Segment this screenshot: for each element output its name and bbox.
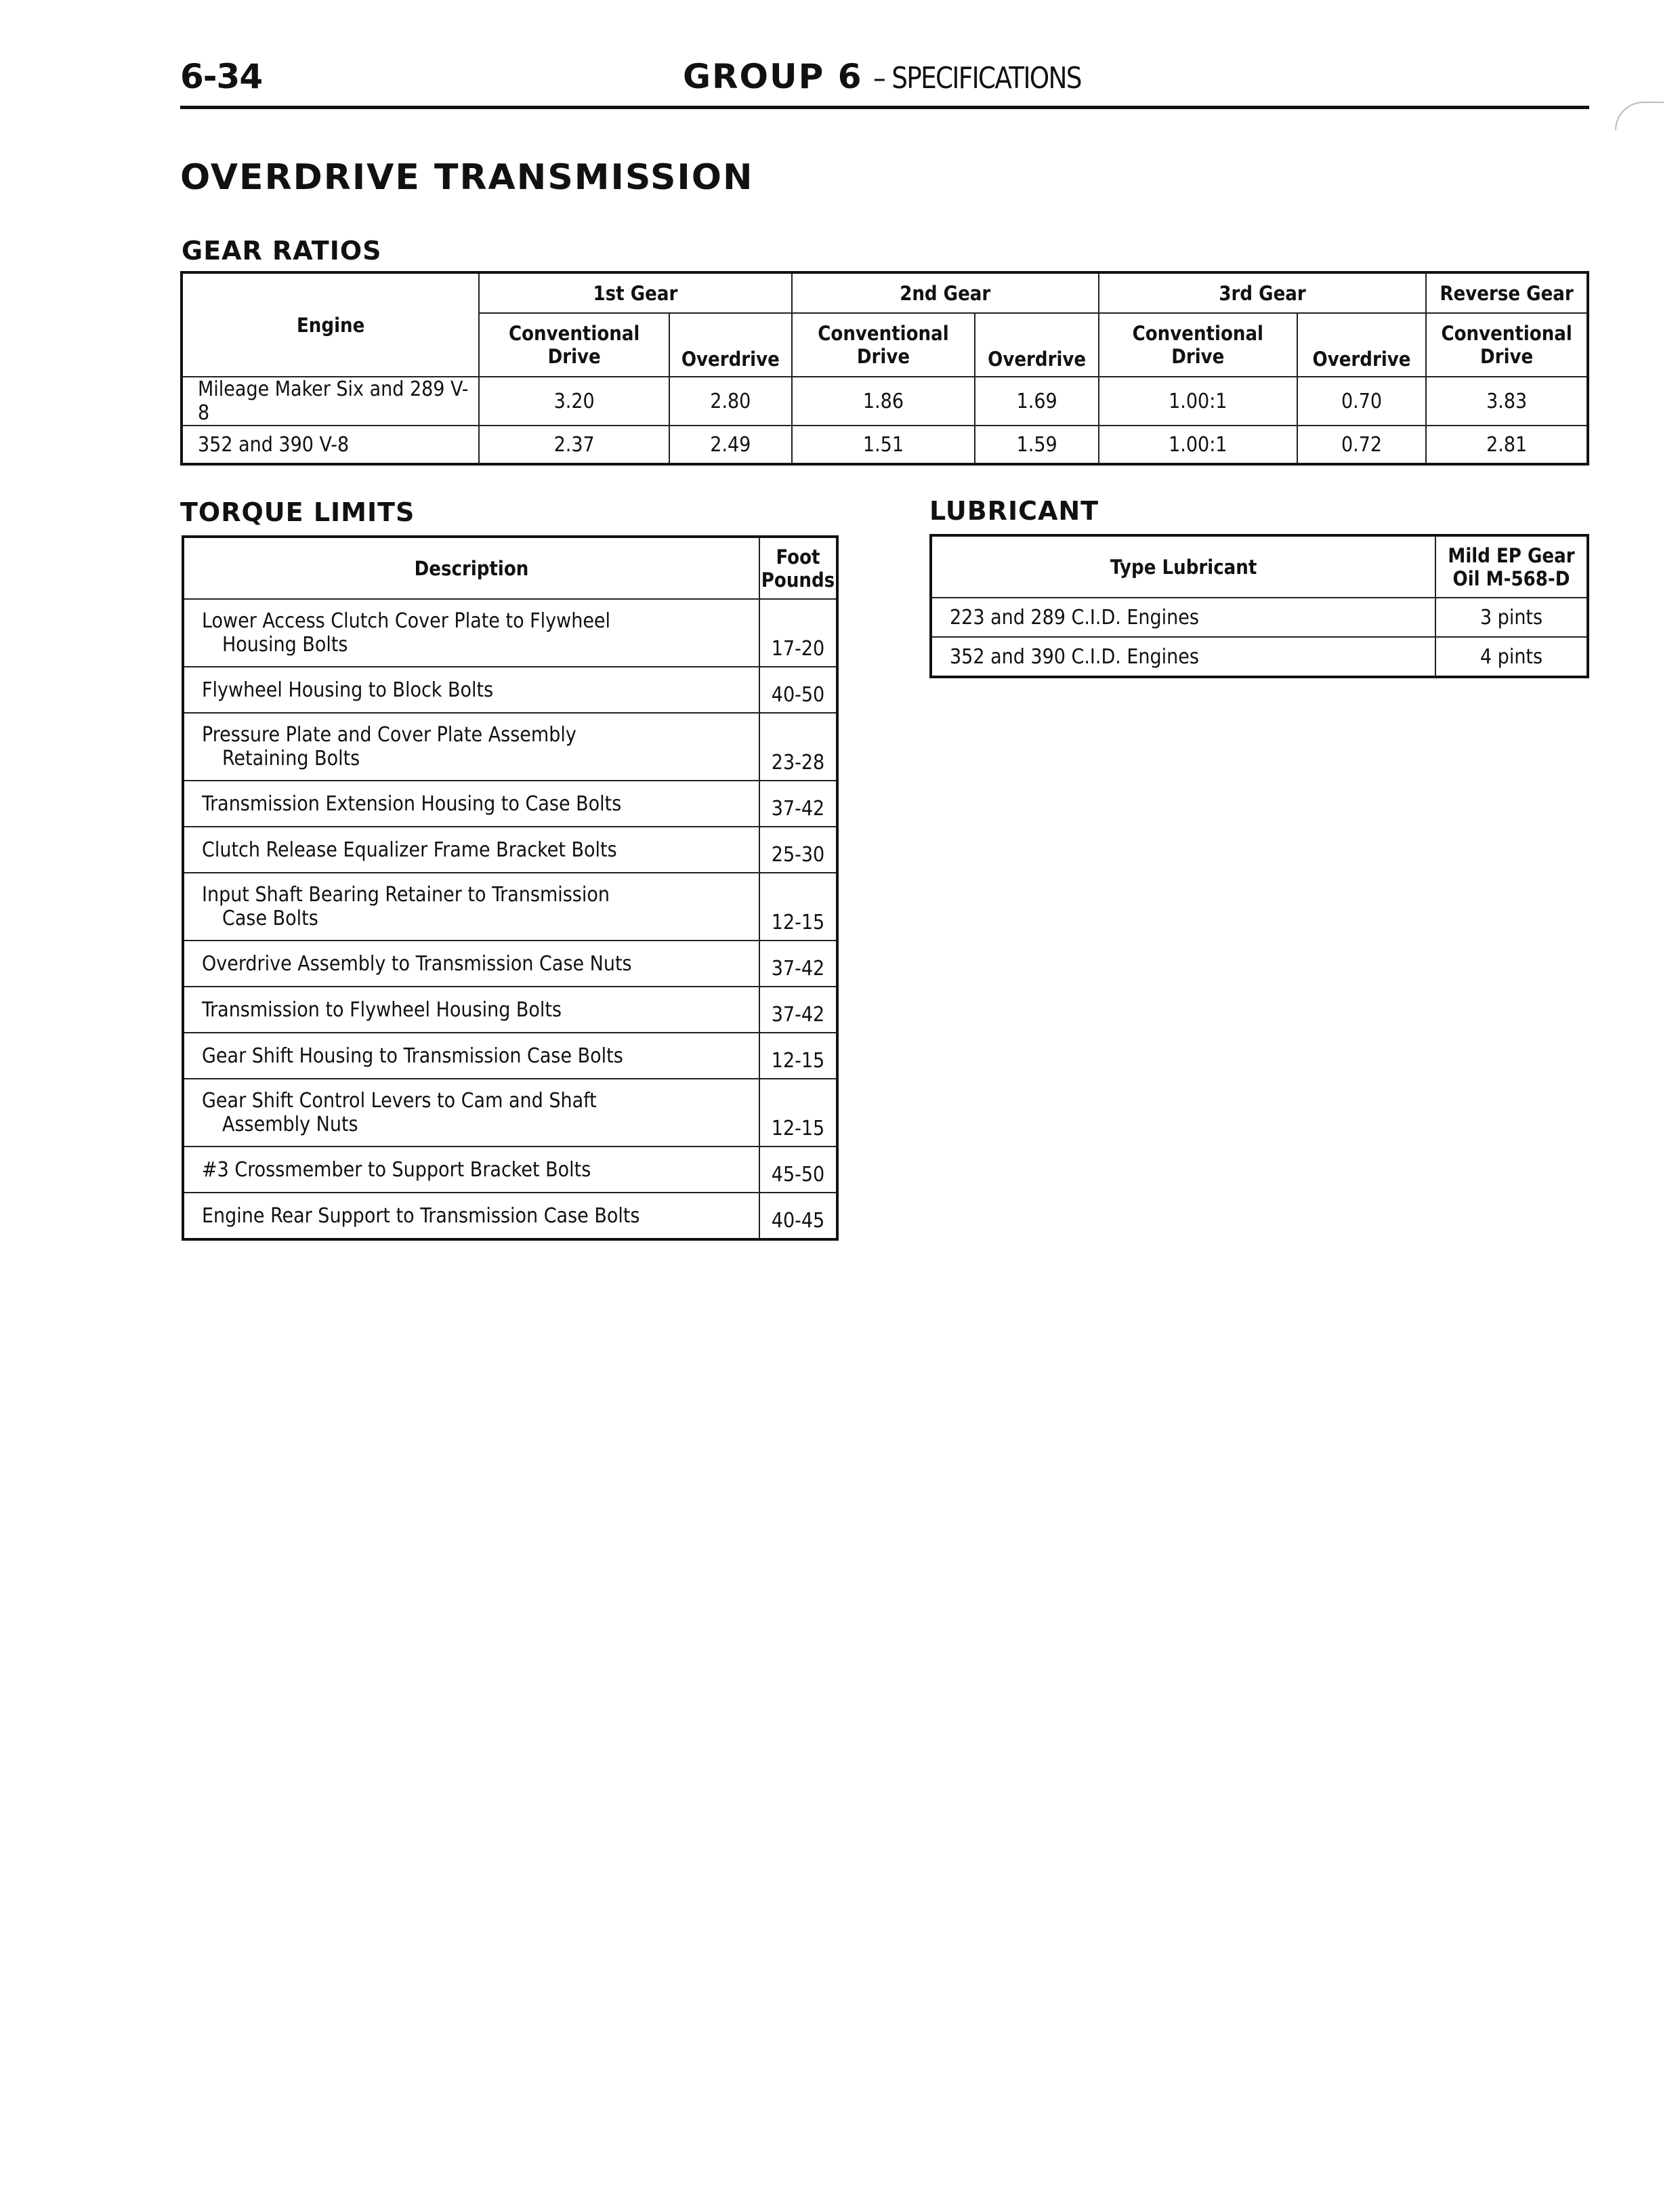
table-row	[183, 667, 837, 713]
torque-value: 40-50	[759, 667, 837, 713]
ratio-cell: 0.72	[1297, 426, 1427, 464]
overdrive-header: Overdrive	[669, 313, 792, 377]
section-label: – SPECIFICATIONS	[873, 61, 1082, 96]
torque-description: Engine Rear Support to Transmission Case Bolts	[183, 1193, 759, 1239]
torque-description: Gear Shift Housing to Transmission Case Bolts	[183, 1033, 759, 1079]
table-row	[183, 1193, 837, 1239]
table-row	[183, 1147, 837, 1193]
ratio-cell: 2.81	[1426, 426, 1588, 464]
ratio-cell: 1.86	[792, 377, 975, 426]
ratio-cell: 1.00:1	[1099, 426, 1297, 464]
conventional-drive-header: Conventional Drive	[1426, 313, 1588, 377]
torque-description: Flywheel Housing to Block Bolts	[183, 667, 759, 713]
ratio-cell: 3.20	[479, 377, 669, 426]
description-header: Description	[183, 537, 759, 599]
torque-value: 25-30	[759, 827, 837, 873]
torque-description: #3 Crossmember to Support Bracket Bolts	[183, 1147, 759, 1193]
running-head	[683, 57, 1118, 96]
torque-limits-table	[182, 535, 839, 1241]
torque-value: 23-28	[759, 713, 837, 781]
torque-description: Gear Shift Control Levers to Cam and Shaft Assembly Nuts	[183, 1079, 759, 1147]
torque-value: 12-15	[759, 1079, 837, 1147]
ratio-cell: 2.80	[669, 377, 792, 426]
torque-value: 17-20	[759, 599, 837, 667]
ratio-cell: 2.37	[479, 426, 669, 464]
conventional-drive-header: Conventional Drive	[479, 313, 669, 377]
ratio-cell: 3.83	[1426, 377, 1588, 426]
table-row	[183, 827, 837, 873]
overdrive-header: Overdrive	[975, 313, 1099, 377]
ratio-cell: 1.69	[975, 377, 1099, 426]
foot-pounds-header: Foot Pounds	[759, 537, 837, 599]
page-number: 6-34	[180, 57, 263, 96]
type-lubricant-header: Type Lubricant	[931, 535, 1435, 598]
torque-description: Input Shaft Bearing Retainer to Transmission Case Bolts	[183, 873, 759, 941]
torque-value: 45-50	[759, 1147, 837, 1193]
ratio-cell: 0.70	[1297, 377, 1427, 426]
ratio-cell: 1.51	[792, 426, 975, 464]
conventional-drive-header: Conventional Drive	[1099, 313, 1297, 377]
group-label: GROUP 6	[683, 57, 863, 96]
page-title: OVERDRIVE TRANSMISSION	[180, 157, 754, 198]
torque-value: 12-15	[759, 1033, 837, 1079]
table-row	[931, 637, 1588, 677]
page-corner-mark	[1615, 102, 1664, 130]
table-row	[183, 713, 837, 781]
torque-value: 37-42	[759, 941, 837, 987]
gear-ratios-table	[180, 271, 1589, 466]
lubricant-spec-header: Mild EP Gear Oil M-568-D	[1435, 535, 1588, 598]
lubricant-type: 352 and 390 C.I.D. Engines	[931, 637, 1435, 677]
lubricant-table	[929, 534, 1589, 678]
torque-value: 37-42	[759, 781, 837, 827]
gear-group-header: Reverse Gear	[1426, 272, 1588, 313]
table-row	[183, 941, 837, 987]
torque-description: Overdrive Assembly to Transmission Case Nuts	[183, 941, 759, 987]
ratio-cell: 1.00:1	[1099, 377, 1297, 426]
torque-description: Clutch Release Equalizer Frame Bracket Bolts	[183, 827, 759, 873]
gear-group-header: 3rd Gear	[1099, 272, 1426, 313]
table-row	[183, 987, 837, 1033]
table-row	[183, 873, 837, 941]
torque-value: 40-45	[759, 1193, 837, 1239]
table-row	[182, 426, 1588, 464]
torque-description: Pressure Plate and Cover Plate Assembly Retaining Bolts	[183, 713, 759, 781]
table-row	[931, 598, 1588, 637]
engine-cell: 352 and 390 V-8	[182, 426, 479, 464]
table-row	[182, 377, 1588, 426]
ratio-cell: 2.49	[669, 426, 792, 464]
lubricant-quantity: 3 pints	[1435, 598, 1588, 637]
table-row	[183, 781, 837, 827]
lubricant-heading: LUBRICANT	[929, 496, 1099, 526]
gear-group-header: 2nd Gear	[792, 272, 1099, 313]
gear-group-header: 1st Gear	[479, 272, 791, 313]
engine-header: Engine	[182, 272, 479, 377]
gear-ratios-heading: GEAR RATIOS	[182, 236, 382, 266]
torque-description: Transmission Extension Housing to Case Bolts	[183, 781, 759, 827]
torque-description: Transmission to Flywheel Housing Bolts	[183, 987, 759, 1033]
table-row	[183, 599, 837, 667]
table-row	[183, 1079, 837, 1147]
lubricant-type: 223 and 289 C.I.D. Engines	[931, 598, 1435, 637]
torque-value: 12-15	[759, 873, 837, 941]
conventional-drive-header: Conventional Drive	[792, 313, 975, 377]
overdrive-header: Overdrive	[1297, 313, 1427, 377]
page-header	[180, 57, 1589, 104]
ratio-cell: 1.59	[975, 426, 1099, 464]
torque-description: Lower Access Clutch Cover Plate to Flywheel Housing Bolts	[183, 599, 759, 667]
engine-cell: Mileage Maker Six and 289 V-8	[182, 377, 479, 426]
torque-limits-heading: TORQUE LIMITS	[180, 497, 415, 527]
lubricant-quantity: 4 pints	[1435, 637, 1588, 677]
table-row	[183, 1033, 837, 1079]
torque-value: 37-42	[759, 987, 837, 1033]
header-rule	[180, 106, 1589, 109]
